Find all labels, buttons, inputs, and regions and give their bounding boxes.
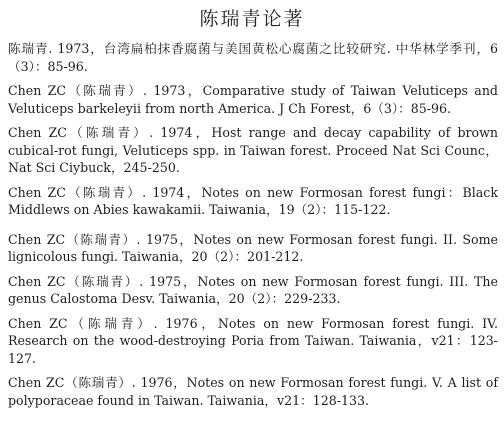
page-title: 陈瑞青论著 bbox=[199, 8, 305, 30]
reference-item: 陈瑞青. 1973，台湾扁柏抹香腐菌与美国黄松心腐菌之比较研究. 中华林学季刊，6（3）：85-96. bbox=[8, 41, 498, 74]
reference-item: Chen ZC（陈瑞青）. 1976，Notes on new Formosan forest fungi. V. A list of polyporaceae found in Taiwan. Taiwania，v21：128-133. bbox=[8, 375, 498, 408]
reference-item: Chen ZC（陈瑞青）. 1975，Notes on new Formosan forest fungi. II. Some lignicolous fungi. Taiwania，20（2）：201-212. bbox=[8, 231, 498, 264]
reference-item: Chen ZC（陈瑞青）. 1976，Notes on new Formosan forest fungi. IV. Research on the wood-destroying Poria from Taiwan. Taiwania，v21：123-127. bbox=[8, 315, 498, 366]
reference-item: Chen ZC（陈瑞青）. 1974，Host range and decay capability of brown cubical-rot fungi, Veluticeps spp. in Taiwan forest. Proceed Nat Sci Counc，Nat Sci Ciybuck，245-250. bbox=[8, 125, 498, 175]
reference-item: Chen ZC（陈瑞青）. 1975，Notes on new Formosan forest fungi. III. The genus Calostoma Desv. Taiwania，20（2）：229-233. bbox=[8, 273, 498, 306]
reference-list bbox=[8, 40, 498, 416]
reference-item: Chen ZC（陈瑞青）. 1974，Notes on new Formosan forest fungi：Black Middlews on Abies kawakamii. Taiwania，19（2）：115-122. bbox=[8, 184, 498, 217]
reference-item: Chen ZC（陈瑞青）. 1973，Comparative study of Taiwan Veluticeps and Veluticeps barkeleyii from north America. J Ch Forest，6（3）：85-96. bbox=[8, 83, 498, 116]
